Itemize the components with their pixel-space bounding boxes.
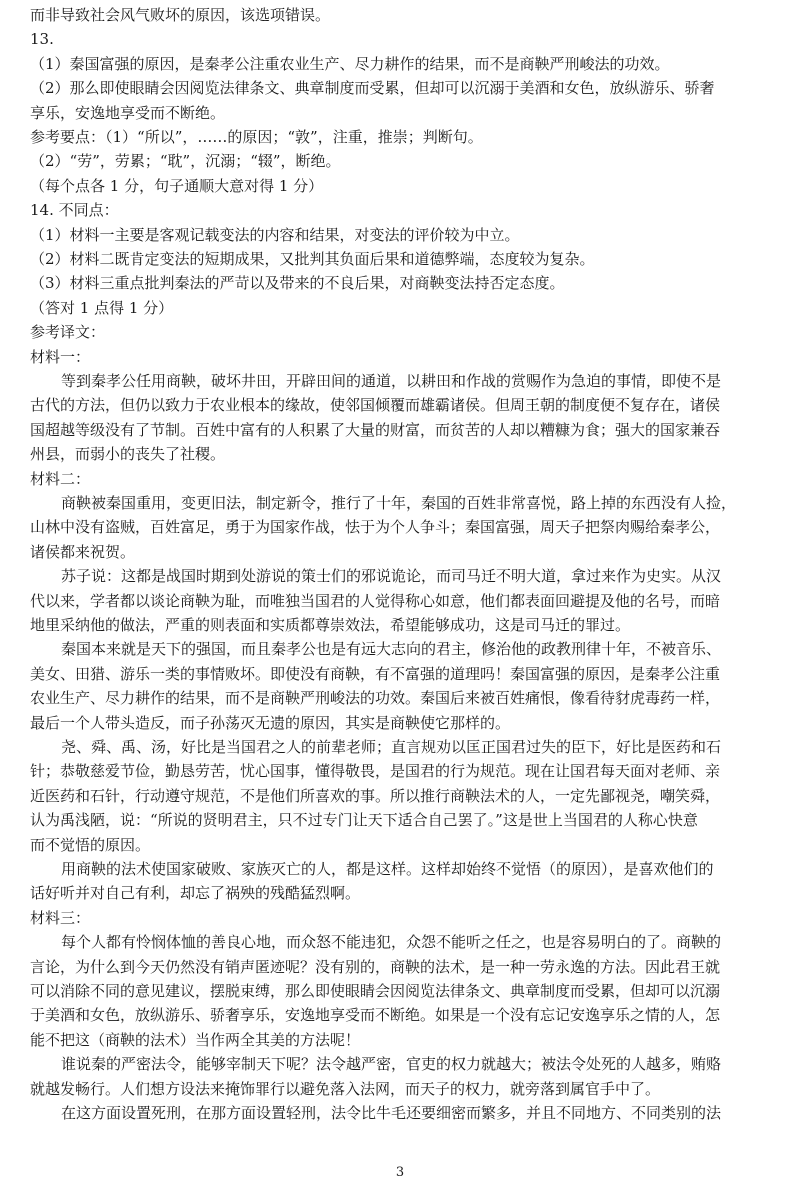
text-line: 参考译文： (30, 323, 106, 342)
text-line: （2）“劳”，劳累；“耽”，沉溺；“辍”，断绝。 (30, 152, 341, 171)
text-line: （2）那么即使眼睛会因阅览法律条文、典章制度而受累，但却可以沉溺于美酒和女色，放纵游乐、骄奢 (30, 79, 715, 98)
text-line: （答对 1 点得 1 分） (30, 298, 174, 317)
text-line: 山林中没有盗贼，百姓富足，勇于为国家作战，怯于为个人争斗；秦国富强，周天子把祭肉赐给秦孝公， (30, 518, 721, 537)
text-line: 地里采纳他的做法，严重的则表面和实质都尊崇效法，希望能够成功，这是司马迁的罪过。 (30, 616, 631, 634)
text-line: 话好听并对自己有利，却忘了祸殃的残酷猛烈啊。 (30, 884, 361, 903)
text-line: 谁说秦的严密法令，能够宰制天下呢？法令越严密，官吏的权力就越大；被法令处死的人越多，贿赂 (61, 1055, 722, 1074)
page-number: 3 (395, 1165, 405, 1180)
text-line: 尧、舜、禹、汤，好比是当国君之人的前辈老师；直言规劝以匡正国君过失的臣下，好比是医药和石 (61, 738, 722, 756)
text-line: 古代的方法，但仍以致力于农业根本的缘故，使邻国倾覆而雄霸诸侯。但周王朝的制度便不复存在，诸侯 (30, 396, 721, 415)
text-line: （1）材料一主要是客观记载变法的内容和结果，对变法的评价较为中立。 (30, 225, 520, 244)
text-line: （3）材料三重点批判秦法的严苛以及带来的不良后果，对商鞅变法持否定态度。 (30, 274, 565, 293)
text-line: 材料三： (30, 908, 91, 927)
text-line: 美女、田猎、游乐一类的事情败坏。即使没有商鞅，有不富强的道理吗！秦国富强的原因，是秦孝公注重 (30, 664, 721, 683)
text-line: 材料一： (30, 347, 91, 366)
text-line: 等到秦孝公任用商鞅，破坏井田，开辟田间的通道，以耕田和作战的赏赐作为急迫的事情，即使不是 (61, 372, 722, 390)
text-line: 能不把这（商鞅的法术）当作两全其美的方法呢！ (30, 1030, 361, 1049)
text-line: 而非导致社会风气败坏的原因，该选项错误。 (30, 6, 331, 24)
text-line: 就越发畅行。人们想方设法来掩饰罪行以避免落入法网，而天子的权力，就旁落到属官手中了。 (30, 1079, 661, 1098)
text-line: 参考要点：（1）“所以”，……的原因；“敦”，注重，推崇；判断句。 (30, 128, 483, 146)
text-line: 最后一个人带头造反，而子孙荡灭无遗的原因，其实是商鞅使它那样的。 (30, 713, 511, 732)
text-line: 用商鞅的法术使国家破败、家族灭亡的人，都是这样。这样却始终不觉悟（的原因），是喜欢他们的 (61, 860, 714, 878)
text-line: 诸侯都来祝贺。 (30, 542, 136, 561)
text-line: 近医药和石针，行动遵守规范，不是他们所喜欢的事。所以推行商鞅法术的人，一定先鄙视尧，嘲笑舜， (30, 786, 721, 805)
text-line: （2）材料二既肯定变法的短期成果，又批判其负面后果和道德弊端，态度较为复杂。 (30, 250, 595, 268)
text-line: 每个人都有怜悯体恤的善良心地，而众怒不能违犯，众怨不能听之任之，也是容易明白的了。商鞅的 (61, 933, 722, 952)
text-line: 于美酒和女色，放纵游乐、骄奢享乐，安逸地享受而不断绝。如果是一个没有忘记安逸享乐之情的人，怎 (30, 1006, 721, 1025)
text-line: （1）秦国富强的原因，是秦孝公注重农业生产、尽力耕作的结果，而不是商鞅严刑峻法的功效。 (30, 54, 670, 73)
text-line: 秦国本来就是天下的强国，而且秦孝公也是有远大志向的君主，修治他的政教刑律十年，不被音乐、 (61, 640, 722, 659)
text-line: （每个点各 1 分，句子通顺大意对得 1 分） (30, 176, 324, 195)
text-line: 苏子说：这都是战国时期到处游说的策士们的邪说诡论，而司马迁不明大道，拿过来作为史实。从汉 (61, 567, 722, 586)
text-line: 13. (30, 30, 54, 49)
text-line: 言论，为什么到今天仍然没有销声匿迹呢？没有别的，商鞅的法术，是一种一劳永逸的方法。因此君王就 (30, 957, 721, 976)
text-line: 国超越等级没有了节制。百姓中富有的人积累了大量的财富，而贫苦的人却以糟糠为食；强大的国家兼吞 (30, 420, 721, 439)
text-line: 农业生产、尽力耕作的结果，而不是商鞅严刑峻法的功效。秦国后来被百姓痛恨，像看待豺虎毒药一样， (30, 689, 721, 708)
text-line: 材料二： (30, 469, 91, 488)
text-line: 针；恭敬慈爱节俭，勤恳劳苦，忧心国事，懂得敬畏，是国君的行为规范。现在让国君每天面对老师、亲 (30, 762, 721, 781)
text-line: 享乐，安逸地享受而不断绝。 (30, 103, 226, 122)
text-line: 可以消除不同的意见建议，摆脱束缚，那么即使眼睛会因阅览法律条文、典章制度而受累，但却可以沉溺 (30, 982, 721, 1000)
text-line: 商鞅被秦国重用，变更旧法，制定新令，推行了十年，秦国的百姓非常喜悦，路上掉的东西没有人捡， (61, 494, 737, 512)
text-line: 州县，而弱小的丧失了社稷。 (30, 445, 226, 464)
text-line: 认为禹浅陋，说：“所说的贤明君主，只不过专门让天下适合自己罢了。”这是世上当国君的人称心快意 (30, 811, 698, 830)
text-line: 代以来，学者都以谈论商鞅为耻，而唯独当国君的人觉得称心如意，他们都表面回避提及他的名号，而暗 (30, 591, 721, 610)
text-line: 14. 不同点： (30, 201, 119, 220)
text-line: 在这方面设置死刑，在那方面设置轻刑，法令比牛毛还要细密而繁多，并且不同地方、不同类别的法 (61, 1104, 722, 1122)
text-line: 而不觉悟的原因。 (30, 835, 151, 854)
